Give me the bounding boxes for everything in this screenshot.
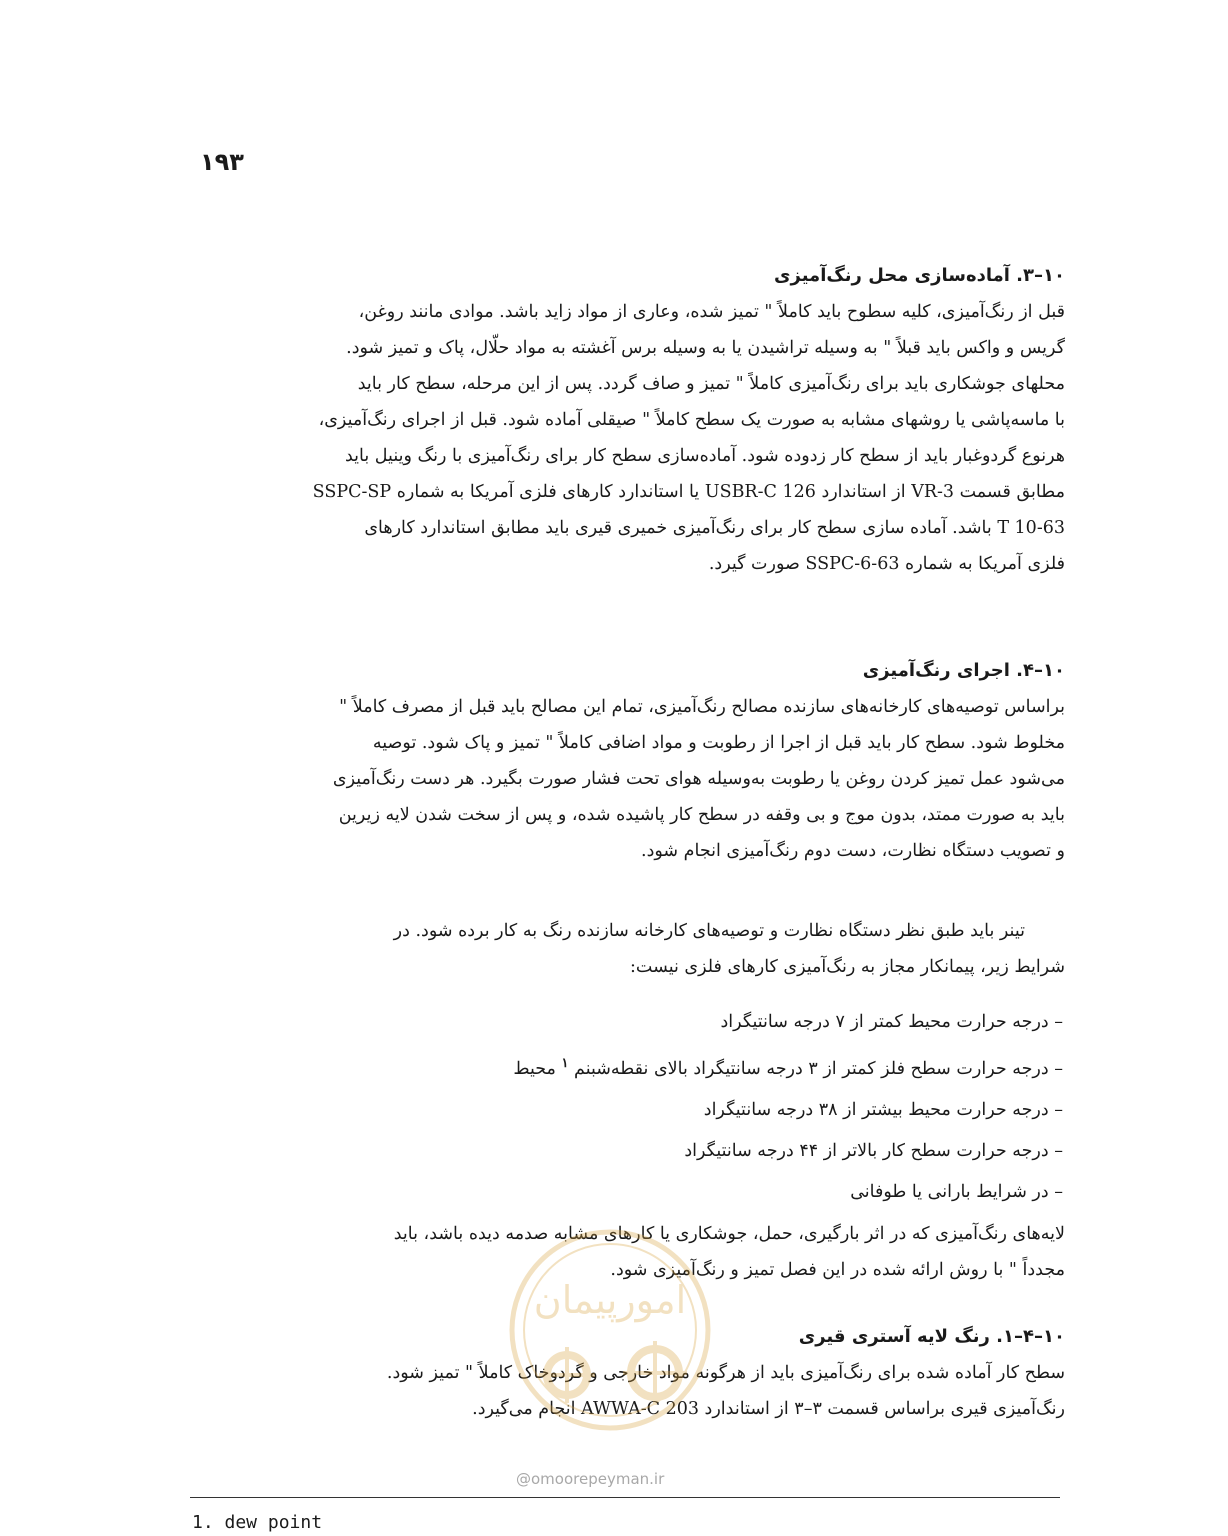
- list-item: – درجه حرارت محیط بیشتر از ۳۸ درجه سانتیگراد: [703, 1099, 1063, 1120]
- section-10-4-line: باید به صورت ممتد، بدون موج و بی وقفه در سطح کار پاشیده شده، و پس از سخت شدن لایه زیرین: [338, 805, 1065, 825]
- section-10-4-1-line: رنگ‌آمیزی قیری براساس قسمت ۳–۳ از استاندارد AWWA-C 203 انجام می‌گیرد.: [472, 1399, 1065, 1419]
- footnote-marker: ۱: [561, 1056, 569, 1071]
- section-10-4-paragraph-3: [205, 1216, 1065, 1288]
- list-item: – درجه حرارت سطح کار بالاتر از ۴۴ درجه سانتیگراد: [684, 1140, 1063, 1161]
- section-10-4-line: و تصویب دستگاه نظارت، دست دوم رنگ‌آمیزی انجام شود.: [641, 841, 1065, 861]
- section-10-3-heading: ۱۰–۳. آماده‌سازی محل رنگ‌آمیزی: [774, 265, 1065, 286]
- section-10-3-line: قبل از رنگ‌آمیزی، کلیه سطوح باید کاملاً " تمیز شده، وعاری از مواد زاید باشد. موادی مانند روغن،: [358, 302, 1065, 322]
- section-10-3-line: T 10-63 باشد. آماده سازی سطح کار برای رنگ‌آمیزی خمیری قیری باید مطابق استاندارد کارهای: [364, 518, 1065, 538]
- paragraph-line: لایه‌های رنگ‌آمیزی که در اثر بارگیری، حمل، جوشکاری یا کارهای مشابه صدمه دیده باشد، باید: [393, 1224, 1065, 1244]
- section-10-4-line: مخلوط شود. سطح کار باید قبل از اجرا از رطوبت و مواد اضافی کاملاً " تمیز و پاک شود. توصیه: [372, 733, 1065, 753]
- section-10-3-line: هرنوع گردوغبار باید از سطح کار زدوده شود. آماده‌سازی سطح کار برای رنگ‌آمیزی با رنگ وینیل باید: [344, 446, 1065, 466]
- section-10-4-1-line: سطح کار آماده شده برای رنگ‌آمیزی باید از هرگونه مواد خارجی و گردوخاک کاملاً " تمیز شود.: [386, 1363, 1065, 1383]
- footnote: 1. dew point: [192, 1512, 323, 1533]
- section-10-3-line: مطابق قسمت VR-3 از استاندارد USBR-C 126 یا استاندارد کارهای فلزی آمریکا به شماره SSPC-SP: [312, 482, 1065, 502]
- list-item: [205, 1043, 1063, 1090]
- section-10-3: [205, 258, 1065, 582]
- list-item: – در شرایط بارانی یا طوفانی: [850, 1181, 1063, 1202]
- section-10-4-line: براساس توصیه‌های کارخانه‌های سازنده مصالح رنگ‌آمیزی، تمام این مصالح باید قبل از مصرف کاملاً ": [339, 697, 1065, 717]
- section-10-3-line: با ماسه‌پاشی یا روشهای مشابه به صورت یک سطح کاملاً " صیقلی آماده شود. قبل از اجرای رنگ‌آمیزی،: [318, 410, 1065, 430]
- page-number: ۱۹۳: [200, 148, 244, 176]
- paragraph-line: شرایط زیر، پیمانکار مجاز به رنگ‌آمیزی کارهای فلزی نیست:: [630, 957, 1065, 977]
- section-10-4: [205, 653, 1065, 869]
- paragraph-line: مجدداً " با روش ارائه شده در این فصل تمیز و رنگ‌آمیزی شود.: [610, 1260, 1065, 1280]
- list-item-text: – درجه حرارت سطح فلز کمتر از ۳ درجه سانتیگراد بالای نقطه‌شبنم: [574, 1058, 1063, 1079]
- section-10-4-1-heading: ۱۰–۴–۱. رنگ لایه آستری قیری: [798, 1326, 1065, 1347]
- svg-text:امورپیمان: امورپیمان: [533, 1278, 687, 1322]
- list-item: – درجه حرارت محیط کمتر از ۷ درجه سانتیگراد: [720, 1012, 1063, 1032]
- section-10-4-paragraph-2: [205, 913, 1065, 985]
- paragraph-line: تینر باید طبق نظر دستگاه نظارت و توصیه‌های کارخانه سازنده رنگ به کار برده شود. در: [393, 921, 1025, 941]
- section-10-4-heading: ۱۰–۴. اجرای رنگ‌آمیزی: [862, 660, 1065, 681]
- footnote-divider: [190, 1497, 1060, 1498]
- section-10-3-line: گریس و واکس باید قبلاً " به وسیله تراشیدن یا به وسیله برس آغشته به مواد حلّال، پاک و تمیز شود.: [346, 338, 1065, 358]
- section-10-3-line: محلهای جوشکاری باید برای رنگ‌آمیزی کاملاً " تمیز و صاف گردد. پس از این مرحله، سطح کار باید: [357, 374, 1065, 394]
- section-10-4-1: [205, 1319, 1065, 1427]
- list-item-suffix: محیط: [513, 1058, 556, 1079]
- section-10-4-line: می‌شود عمل تمیز کردن روغن یا رطوبت به‌وسیله هوای تحت فشار صورت بگیرد. هر دست رنگ‌آمیزی: [332, 769, 1065, 789]
- watermark-url: @omoorepeyman.ir: [516, 1470, 665, 1488]
- conditions-list: [205, 1002, 1065, 1213]
- section-10-3-line: فلزی آمریکا به شماره SSPC-6-63 صورت گیرد.: [708, 554, 1065, 574]
